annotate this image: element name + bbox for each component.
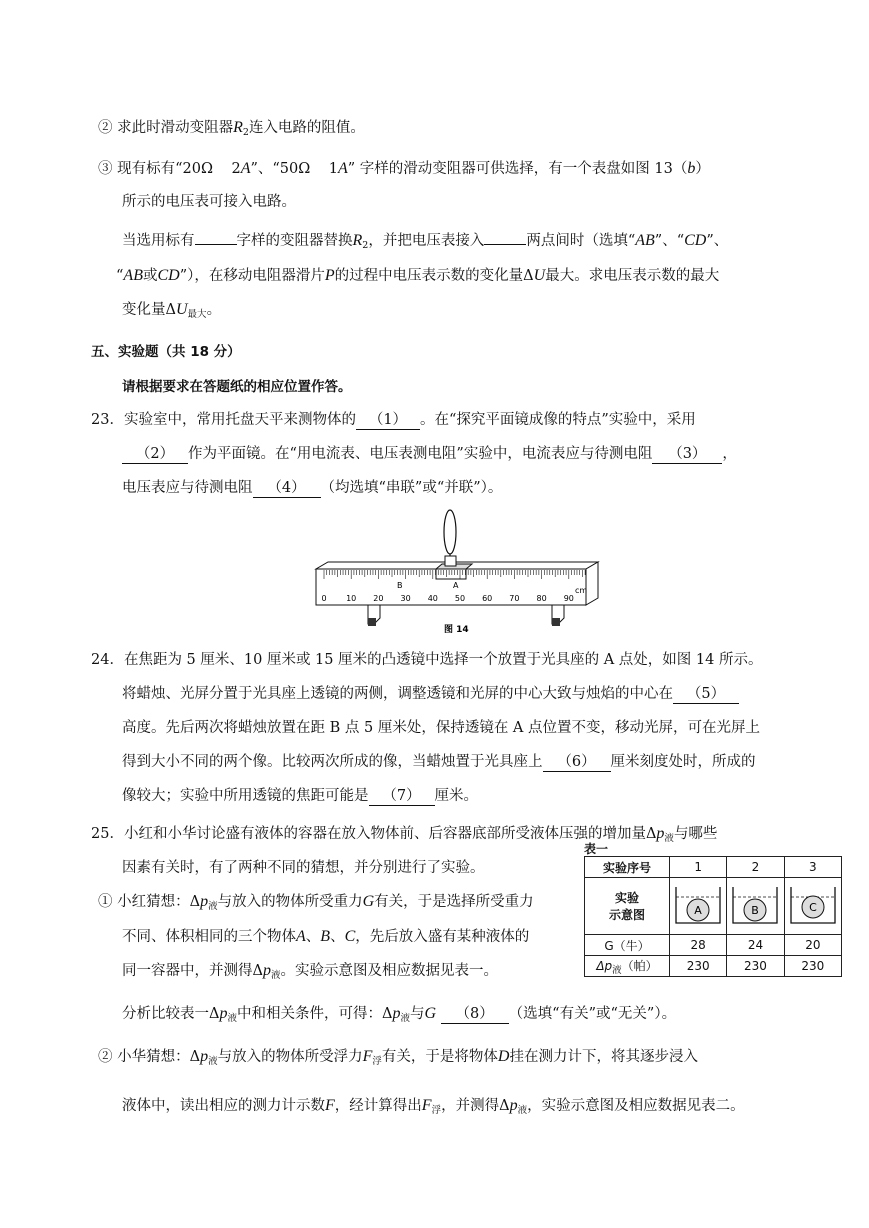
q22-para-1: 当选用标有 字样的变阻器替换$R_2$，并把电压表接入 两点间时（选填“AB”、“CD”、: [122, 232, 729, 251]
diagram-cell-1: [670, 878, 727, 935]
g-value-1: 28: [670, 935, 727, 956]
blank-1[interactable]: （1）: [356, 411, 420, 430]
q22-para-3: 变化量$\Delta U_{最大}$。: [122, 301, 222, 320]
q23-line-3: 电压表应与待测电阻 （4） （均选填“串联”或“并联”）。: [122, 480, 503, 496]
blank-7[interactable]: （7）: [369, 787, 435, 806]
g-value-2: 24: [727, 935, 784, 956]
dp-row-label: $\Delta p_液$（帕）: [585, 956, 670, 977]
q25-guess-1-line-1: ① 小红猜想：$\Delta p_液$与放入的物体所受重力G有关，于是选择所受重力: [98, 893, 534, 912]
q24-line-3: 高度。先后两次将蜡烛放置在距 B 点 5 厘米处，保持透镜在 A 点位置不变，移动光屏，可在光屏上: [122, 720, 761, 736]
svg-text:B: B: [751, 903, 760, 917]
ruler-tick-label: 20: [373, 594, 384, 603]
q25-guess-1-line-3: 同一容器中，并测得$\Delta p_液$。实验示意图及相应数据见表一。: [122, 962, 498, 981]
q25-guess-1-line-2: 不同、体积相同的三个物体A、B、C，先后放入盛有某种液体的: [122, 928, 530, 945]
q25-guess-2-line-1: ② 小华猜想：$\Delta p_液$与放入的物体所受浮力$F_浮$有关，于是将物体D挂在测力计下，将其逐步浸入: [98, 1048, 698, 1067]
blank-6[interactable]: （6）: [543, 753, 611, 772]
blank-5[interactable]: （5）: [673, 685, 739, 704]
q23-line-2: （2） 作为平面镜。在“用电流表、电压表测电阻”实验中，电流表应与待测电阻 （3） ，: [122, 444, 737, 464]
q25-guess-2-line-2: 液体中，读出相应的测力计示数F，经计算得出$F_浮$，并测得$\Delta p_液$，实验示意图及相应数据见表二。: [122, 1097, 745, 1116]
q24-line-2: 将蜡烛、光屏分置于光具座上透镜的两侧，调整透镜和光屏的中心大致与烛焰的中心在 （5）: [122, 684, 739, 704]
blank-4[interactable]: （4）: [253, 479, 321, 498]
ruler-tick-label: 80: [536, 594, 547, 603]
blank-points-choice[interactable]: [484, 244, 526, 245]
beaker-diagram-a: [672, 883, 724, 927]
convex-lens: [444, 510, 456, 554]
ruler-tick-label: 30: [400, 594, 411, 603]
ruler-tick-label: 10: [346, 594, 357, 603]
table-caption: 表一: [584, 842, 609, 856]
beaker-diagram-c: [787, 883, 839, 927]
q25-line-1: 25．小红和小华讨论盛有液体的容器在放入物体前、后容器底部所受液体压强的增加量$\Delta p_液$与哪些: [91, 825, 718, 844]
q23-line-1: 23．实验室中，常用托盘天平来测物体的 （1） 。在“探究平面镜成像的特点”实验中，采用: [91, 412, 696, 428]
g-row-label: G（牛）: [585, 935, 670, 956]
ruler-tick-label: 0: [321, 594, 327, 603]
figure-caption: 图 14: [444, 625, 469, 635]
table-header-label: 实验序号: [585, 857, 670, 878]
diagram-row-label: 实验 示意图: [585, 878, 670, 935]
q25-line-2: 因素有关时，有了两种不同的猜想，并分别进行了实验。: [122, 860, 485, 876]
bench-end: [586, 562, 598, 605]
svg-text:C: C: [808, 900, 817, 914]
blank-3[interactable]: （3）: [652, 445, 722, 464]
point-a-label: A: [453, 581, 459, 590]
dp-value-2: 230: [727, 956, 784, 977]
g-value-3: 20: [784, 935, 841, 956]
dp-value-3: 230: [784, 956, 841, 977]
col-1: 1: [670, 857, 727, 878]
svg-text:A: A: [694, 903, 702, 917]
section-instruction: 请根据要求在答题纸的相应位置作答。: [122, 379, 352, 395]
q24-line-4: 得到大小不同的两个像。比较两次所成的像，当蜡烛置于光具座上 （6） 厘米刻度处时，所成的: [122, 754, 756, 770]
diagram-cell-3: [784, 878, 841, 935]
q24-line-5: 像较大；实验中所用透镜的焦距可能是 （7） 厘米。: [122, 788, 478, 804]
unit-label: cm: [575, 586, 588, 595]
blank-2[interactable]: （2）: [122, 445, 188, 464]
q22-item-3-line-2: 所示的电压表可接入电路。: [122, 194, 296, 210]
q24-line-1: 24．在焦距为 5 厘米、10 厘米或 15 厘米的凸透镜中选择一个放置于光具座的 A 点处，如图 14 所示。: [91, 652, 763, 668]
ruler-tick-label: 50: [454, 594, 466, 603]
dp-value-1: 230: [670, 956, 727, 977]
ruler-tick-label: 40: [427, 594, 438, 603]
col-3: 3: [784, 857, 841, 878]
q22-item-2: ② 求此时滑动变阻器$R_2$连入电路的阻值。: [98, 119, 365, 138]
table-1: [584, 840, 842, 977]
q25-analysis: 分析比较表一$\Delta p_液$中和相关条件，可得：$\Delta p_液$与G （8） （选填“有关”或“无关”）。: [122, 1005, 677, 1024]
q22-item-3: ③ 现有标有“20Ω 2A”、“50Ω 1A” 字样的滑动变阻器可供选择，有一个表盘如图 13（b）: [98, 160, 710, 177]
ruler-tick-label: 90: [563, 594, 574, 603]
blank-resistor-choice[interactable]: [195, 244, 237, 245]
blank-8[interactable]: （8）: [441, 1005, 509, 1024]
ruler-tick-label: 70: [509, 594, 520, 603]
section-heading: 五、实验题（共 18 分）: [91, 344, 241, 360]
beaker-diagram-b: [729, 883, 781, 927]
diagram-cell-2: [727, 878, 784, 935]
figure-14-optical-bench: [308, 506, 602, 636]
ruler-tick-label: 60: [482, 594, 493, 603]
col-2: 2: [727, 857, 784, 878]
q22-para-2: “AB或CD”），在移动电阻器滑片P的过程中电压表示数的变化量ΔU最大。求电压表示数的最大: [116, 267, 720, 284]
point-b-label: B: [397, 581, 403, 590]
